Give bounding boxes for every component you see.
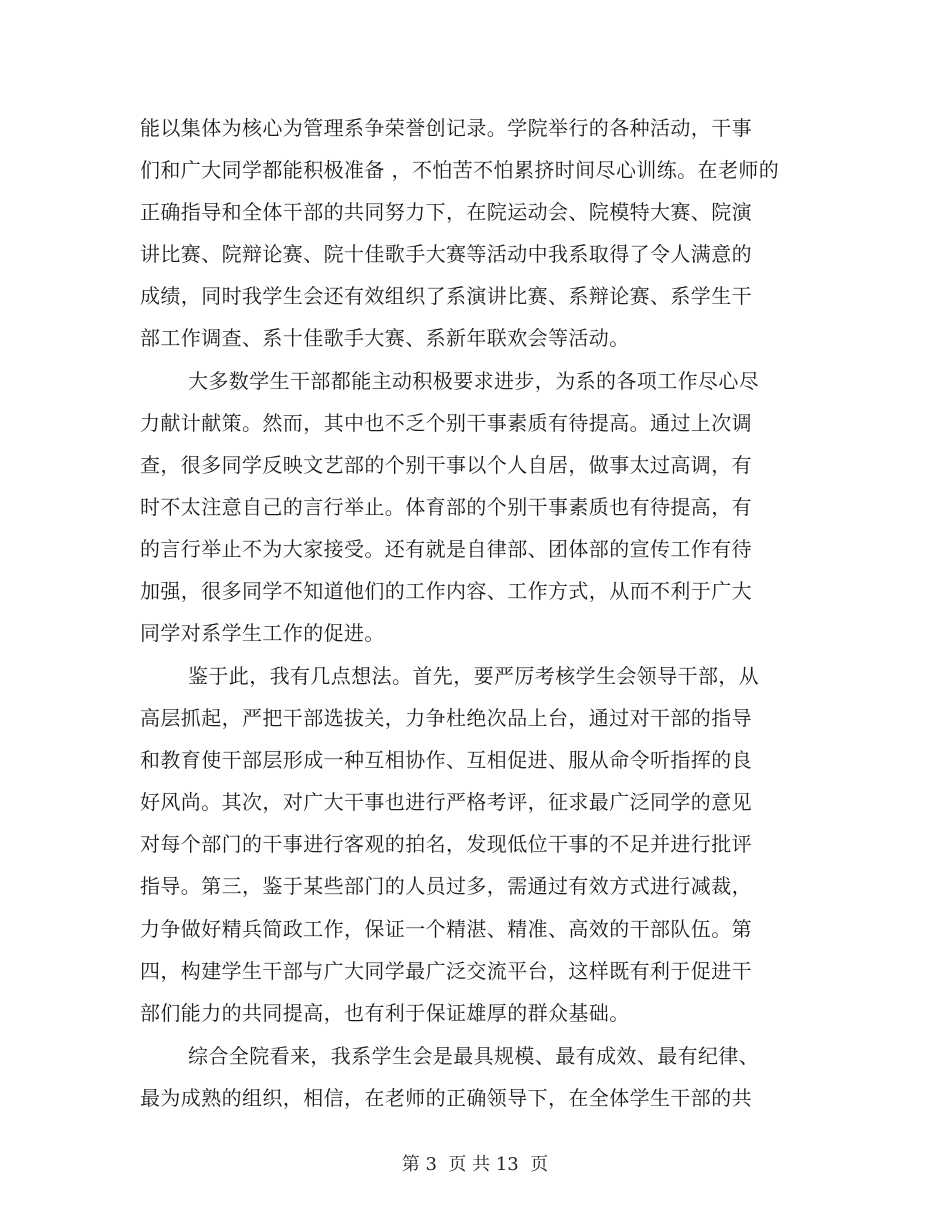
text-line: 力争做好精兵简政工作，保证一个精湛、精准、高效的干部队伍。第 bbox=[140, 917, 752, 941]
text-line: 的言行举止不为大家接受。还有就是自律部、团体部的宣传工作有待 bbox=[140, 537, 752, 561]
text-line: 高层抓起，严把干部选拔关，力争杜绝次品上台，通过对干部的指导 bbox=[140, 706, 752, 730]
text-line: 最为成熟的组织，相信，在老师的正确领导下，在全体学生干部的共 bbox=[140, 1086, 752, 1110]
paragraph-first-line: 综合全院看来，我系学生会是最具规模、最有成效、最有纪律、 bbox=[188, 1044, 760, 1068]
text-line: 正确指导和全体干部的共同努力下，在院运动会、院模特大赛、院演 bbox=[140, 200, 752, 224]
text-line: 四，构建学生干部与广大同学最广泛交流平台，这样既有利于促进干 bbox=[140, 959, 752, 983]
text-line: 讲比赛、院辩论赛、院十佳歌手大赛等活动中我系取得了令人满意的 bbox=[140, 242, 752, 266]
text-line: 加强，很多同学不知道他们的工作内容、工作方式，从而不利于广大 bbox=[140, 579, 752, 603]
text-line: 力献计献策。然而，其中也不乏个别干事素质有待提高。通过上次调 bbox=[140, 411, 752, 435]
text-line: 成绩，同时我学生会还有效组织了系演讲比赛、系辩论赛、系学生干 bbox=[140, 284, 752, 308]
text-line: 部工作调查、系十佳歌手大赛、系新年联欢会等活动。 bbox=[140, 326, 630, 350]
paragraph-first-line: 大多数学生干部都能主动积极要求进步，为系的各项工作尽心尽 bbox=[188, 369, 760, 393]
text-line: 和教育使干部层形成一种互相协作、互相促进、服从命令听指挥的良 bbox=[140, 748, 752, 772]
text-line: 查，很多同学反映文艺部的个别干事以个人自居，做事太过高调，有 bbox=[140, 453, 752, 477]
paragraph-first-line: 鉴于此，我有几点想法。首先，要严厉考核学生会领导干部，从 bbox=[188, 664, 760, 688]
text-line: 好风尚。其次，对广大干事也进行严格考评，征求最广泛同学的意见 bbox=[140, 790, 752, 814]
text-line: 部们能力的共同提高，也有利于保证雄厚的群众基础。 bbox=[140, 1001, 630, 1025]
text-line: 时不太注意自己的言行举止。体育部的个别干事素质也有待提高，有 bbox=[140, 495, 752, 519]
page-number-footer: 第 3 页 共 13 页 bbox=[401, 1154, 549, 1175]
text-line: 对每个部门的干事进行客观的拍名，发现低位干事的不足并进行批评 bbox=[140, 832, 752, 856]
text-line: 指导。第三，鉴于某些部门的人员过多，需通过有效方式进行减裁， bbox=[140, 874, 752, 898]
text-line: 能以集体为核心为管理系争荣誉创记录。学院举行的各种活动，干事 bbox=[140, 116, 752, 140]
text-line: 同学对系学生工作的促进。 bbox=[140, 621, 385, 645]
text-line: 们和广大同学都能积极准备 ，不怕苦不怕累挤时间尽心训练。在老师的 bbox=[140, 158, 780, 182]
